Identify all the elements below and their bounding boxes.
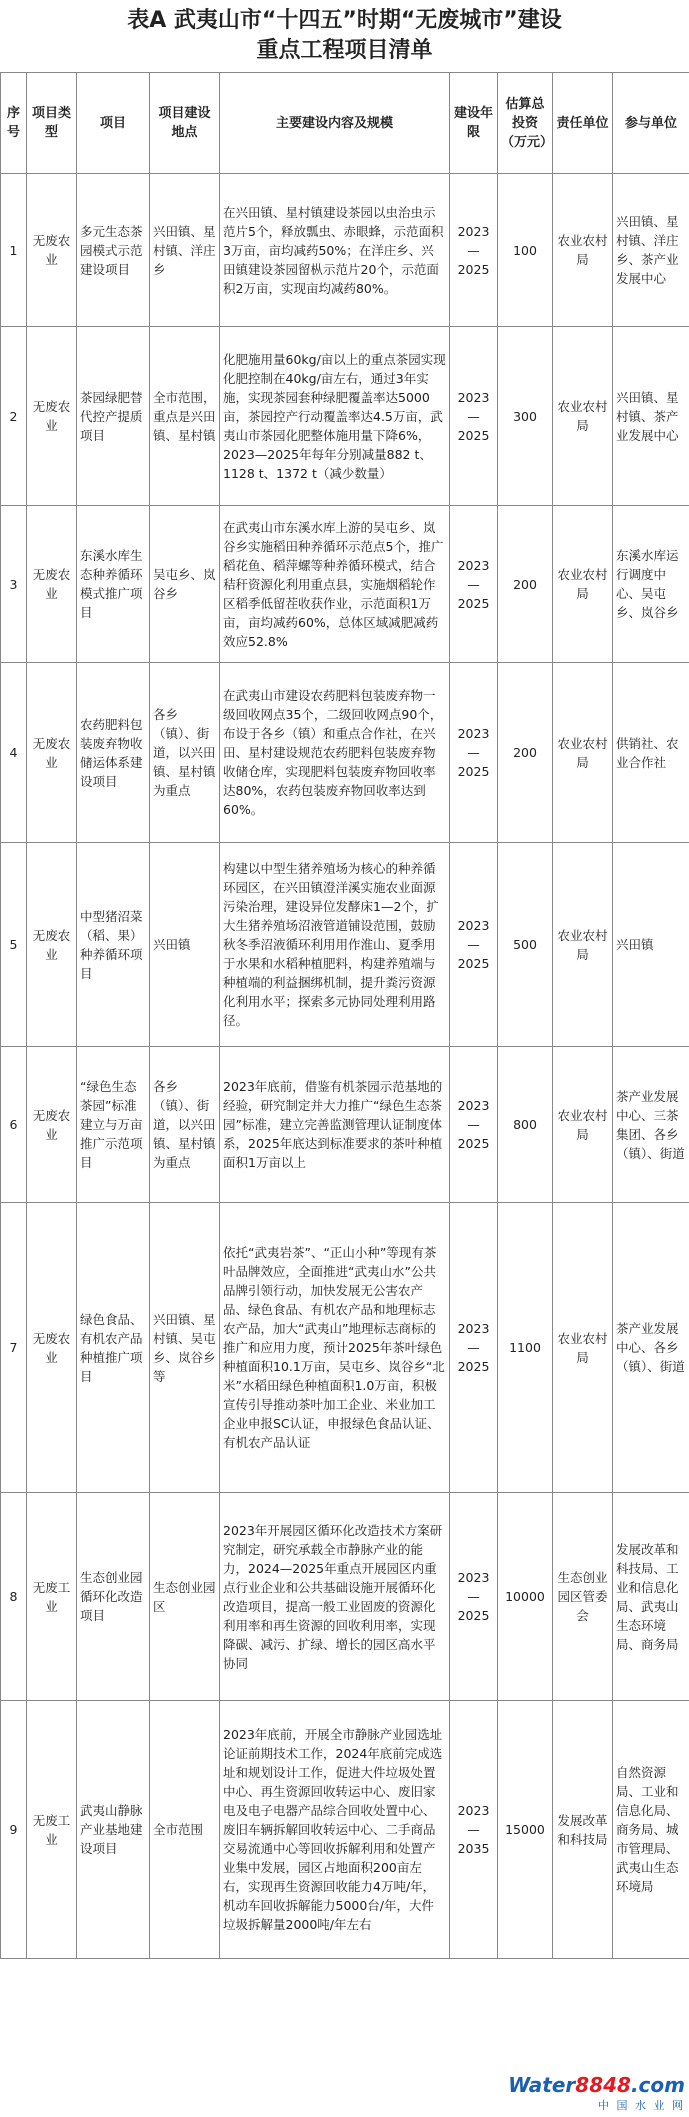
cell-responsible: 生态创业园区管委会 [553,1493,613,1701]
cell-location: 各乡（镇）、街道，以兴田镇、星村镇为重点 [150,1047,220,1203]
watermark-logo [508,2073,685,2113]
cell-project: 武夷山静脉产业基地建设项目 [77,1701,150,1959]
title-line-1: 表A 武夷山市“十四五”时期“无废城市”建设 [127,8,562,33]
watermark-brand-num: 8848 [575,2073,631,2097]
table-row [1,1203,689,1493]
cell-location: 吴屯乡、岚谷乡 [150,506,220,663]
table-row [1,1047,689,1203]
header-location: 项目建设地点 [150,73,220,174]
cell-type: 无废农业 [27,1203,77,1493]
cell-period: 2023—2025 [450,843,498,1047]
cell-content: 在武夷山市建设农药肥料包装废弃物一级回收网点35个，二级回收网点90个，布设于各乡（镇）和重点合作社，在兴田、星村建设规范农药肥料包装废弃物收储仓库，实现肥料包装废弃物回收率达80%，农药包装废弃物回收率达到60%。 [220,663,450,843]
cell-investment: 500 [498,843,553,1047]
cell-participants: 茶产业发展中心、三茶集团、各乡（镇）、街道 [613,1047,689,1203]
cell-type: 无废工业 [27,1701,77,1959]
table-row [1,174,689,327]
cell-period: 2023—2025 [450,1203,498,1493]
header-period: 建设年限 [450,73,498,174]
table-header-row [1,73,689,174]
cell-content: 在武夷山市东溪水库上游的吴屯乡、岚谷乡实施稻田种养循环示范点5个，推广稻花鱼、稻萍螺等种养循环模式，结合秸秆资源化利用重点县，实施烟稻轮作区稻季低留茬收获作业，示范面积1万亩，亩均减药60%，总体区域减肥减药效应52.8% [220,506,450,663]
cell-project: 东溪水库生态种养循环模式推广项目 [77,506,150,663]
cell-no: 9 [1,1701,27,1959]
cell-responsible: 农业农村局 [553,663,613,843]
cell-period: 2023—2025 [450,1493,498,1701]
cell-project: “绿色生态茶园”标准建立与万亩推广示范项目 [77,1047,150,1203]
cell-project: 绿色食品、有机农产品种植推广项目 [77,1203,150,1493]
watermark-brand-pre: Water [508,2073,576,2097]
cell-responsible: 农业农村局 [553,327,613,506]
watermark-subtitle: 中 国 水 业 网 [598,2099,685,2112]
cell-no: 4 [1,663,27,843]
cell-location: 全市范围 [150,1701,220,1959]
cell-period: 2023—2025 [450,327,498,506]
cell-participants: 供销社、农业合作社 [613,663,689,843]
cell-no: 8 [1,1493,27,1701]
cell-no: 5 [1,843,27,1047]
cell-period: 2023—2025 [450,506,498,663]
cell-type: 无废农业 [27,663,77,843]
header-investment: 估算总投资（万元） [498,73,553,174]
cell-period: 2023—2035 [450,1701,498,1959]
cell-type: 无废农业 [27,506,77,663]
cell-participants: 茶产业发展中心、各乡（镇）、街道 [613,1203,689,1493]
cell-investment: 800 [498,1047,553,1203]
cell-participants: 东溪水库运行调度中心、吴屯乡、岚谷乡 [613,506,689,663]
watermark-brand-post: .com [630,2073,685,2097]
cell-content: 2023年底前，借鉴有机茶园示范基地的经验，研究制定并大力推广“绿色生态茶园”标准，建立完善监测管理认证制度体系，2025年底达到标准要求的茶叶种植面积1万亩以上 [220,1047,450,1203]
header-no: 序号 [1,73,27,174]
cell-no: 1 [1,174,27,327]
table-row [1,663,689,843]
cell-no: 6 [1,1047,27,1203]
cell-location: 兴田镇、星村镇、洋庄乡 [150,174,220,327]
table-row [1,327,689,506]
cell-type: 无废农业 [27,843,77,1047]
cell-project: 茶园绿肥替代控产提质项目 [77,327,150,506]
cell-responsible: 发展改革和科技局 [553,1701,613,1959]
cell-location: 全市范围，重点是兴田镇、星村镇 [150,327,220,506]
cell-no: 7 [1,1203,27,1493]
cell-participants: 兴田镇、星村镇、茶产业发展中心 [613,327,689,506]
cell-location: 各乡（镇）、街道，以兴田镇、星村镇为重点 [150,663,220,843]
cell-location: 生态创业园区 [150,1493,220,1701]
cell-investment: 200 [498,506,553,663]
header-content: 主要建设内容及规模 [220,73,450,174]
cell-investment: 1100 [498,1203,553,1493]
cell-content: 构建以中型生猪养殖场为核心的种养循环园区，在兴田镇澄洋溪实施农业面源污染治理，建设异位发酵床1—2个，扩大生猪养殖场沼液管道铺设范围，鼓励秋冬季沼液循环利用用作淮山、夏季用于水果和水稻种植肥料，构建养殖端与种植端的利益捆绑机制，提升粪污资源化利用水平；探索多元协同处理利用路径。 [220,843,450,1047]
cell-participants: 发展改革和科技局、工业和信息化局、武夷山生态环境局、商务局 [613,1493,689,1701]
cell-content: 2023年开展园区循环化改造技术方案研究制定，研究承载全市静脉产业的能力，2024—2025年重点开展园区内重点行业企业和公共基础设施开展循环化改造项目，提高一般工业固废的资源化利用率和再生资源的回收利用率，实现降碳、减污、扩绿、增长的园区高水平协同 [220,1493,450,1701]
cell-responsible: 农业农村局 [553,1047,613,1203]
cell-project: 中型猪沼菜（稻、果）种养循环项目 [77,843,150,1047]
cell-investment: 300 [498,327,553,506]
header-project: 项目 [77,73,150,174]
cell-type: 无废农业 [27,174,77,327]
table-row [1,506,689,663]
cell-location: 兴田镇、星村镇、吴屯乡、岚谷乡等 [150,1203,220,1493]
cell-investment: 10000 [498,1493,553,1701]
cell-location: 兴田镇 [150,843,220,1047]
header-participants: 参与单位 [613,73,689,174]
cell-content: 2023年底前，开展全市静脉产业园选址论证前期技术工作，2024年底前完成选址和规划设计工作，促进大件垃圾处置中心、再生资源回收转运中心、废旧家电及电子电器产品综合回收处置中心、废旧车辆拆解回收转运中心、二手商品交易流通中心等回收拆解利用和处置产业集中发展，园区占地面积200亩左右，实现再生资源回收能力4万吨/年，机动车回收拆解能力5000台/年，大件垃圾拆解量2000吨/年左右 [220,1701,450,1959]
cell-participants: 兴田镇、星村镇、洋庄乡、茶产业发展中心 [613,174,689,327]
cell-type: 无废工业 [27,1493,77,1701]
document-title [0,0,689,72]
cell-responsible: 农业农村局 [553,174,613,327]
cell-responsible: 农业农村局 [553,506,613,663]
cell-type: 无废农业 [27,1047,77,1203]
cell-responsible: 农业农村局 [553,1203,613,1493]
cell-investment: 100 [498,174,553,327]
project-table [0,72,689,1959]
cell-project: 农药肥料包装废弃物收储运体系建设项目 [77,663,150,843]
cell-content: 在兴田镇、星村镇建设茶园以虫治虫示范片5个，释放瓢虫、赤眼蜂，示范面积3万亩，亩均减药50%；在洋庄乡、兴田镇建设茶园留枞示范片20个，示范面积2万亩，实现亩均减药80%。 [220,174,450,327]
cell-participants: 自然资源局、工业和信息化局、商务局、城市管理局、武夷山生态环境局 [613,1701,689,1959]
cell-investment: 15000 [498,1701,553,1959]
table-row [1,1701,689,1959]
header-type: 项目类型 [27,73,77,174]
cell-participants: 兴田镇 [613,843,689,1047]
cell-period: 2023—2025 [450,174,498,327]
table-row [1,843,689,1047]
cell-project: 生态创业园循环化改造项目 [77,1493,150,1701]
cell-responsible: 农业农村局 [553,843,613,1047]
cell-content: 化肥施用量60kg/亩以上的重点茶园实现化肥控制在40kg/亩左右，通过3年实施，实现茶园套种绿肥覆盖率达5000亩，茶园控产行动覆盖率达4.5万亩，武夷山市茶园化肥整体施用量下降6%，2023—2025年每年分别减量882 t、1128 t、1372 t（减少数量） [220,327,450,506]
cell-project: 多元生态茶园模式示范建设项目 [77,174,150,327]
cell-period: 2023—2025 [450,663,498,843]
cell-period: 2023—2025 [450,1047,498,1203]
header-responsible: 责任单位 [553,73,613,174]
cell-investment: 200 [498,663,553,843]
watermark-brand [508,2073,685,2097]
cell-no: 2 [1,327,27,506]
cell-no: 3 [1,506,27,663]
cell-content: 依托“武夷岩茶”、“正山小种”等现有茶叶品牌效应，全面推进“武夷山水”公共品牌引领行动，加快发展无公害农产品、绿色食品、有机农产品和地理标志农产品，加大“武夷山”地理标志商标的推广和应用力度，预计2025年茶叶绿色种植面积10.1万亩，吴屯乡、岚谷乡“北米”水稻田绿色种植面积1.0万亩，积极宣传引导推动茶叶加工企业、米业加工企业申报SC认证，申报绿色食品认证、有机农产品认证 [220,1203,450,1493]
title-line-2: 重点工程项目清单 [256,38,433,63]
table-row [1,1493,689,1701]
cell-type: 无废农业 [27,327,77,506]
